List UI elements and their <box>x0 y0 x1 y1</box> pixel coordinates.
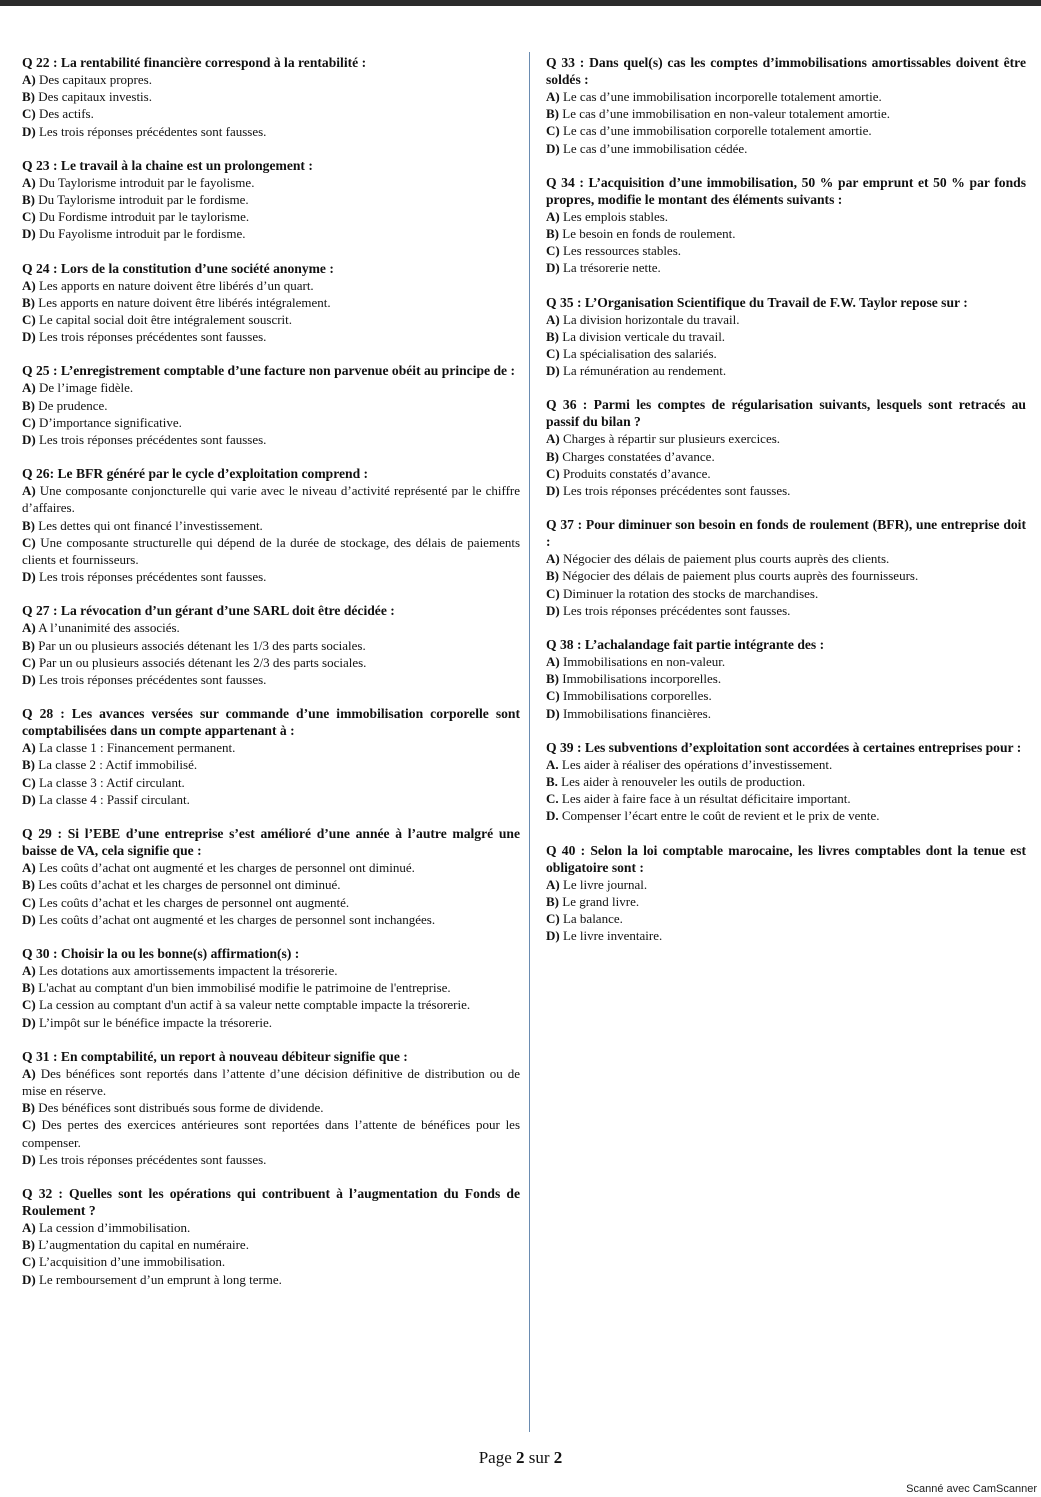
option-text: Par un ou plusieurs associés détenant les 2/3 des parts sociales. <box>38 654 367 670</box>
option-letter: C) <box>22 894 36 910</box>
option-letter: D) <box>22 1014 36 1030</box>
option-letter: D) <box>546 140 560 156</box>
option-letter: D) <box>22 672 36 688</box>
option-letter: C) <box>22 654 36 670</box>
option-text: Compenser l’écart entre le coût de revient et le prix de vente. <box>561 808 880 824</box>
question-title: Q 28 : Les avances versées sur commande d’une immobilisation corporelle sont comptabilisées dans un compte appartenant à : <box>22 706 520 739</box>
option-text: Du Taylorisme introduit par le fordisme. <box>38 192 249 208</box>
question-title: Q 36 : Parmi les comptes de régularisation suivants, lesquels sont retracés au passif du bilan ? <box>546 397 1026 430</box>
option-letter: A) <box>22 1219 36 1235</box>
option-letter: B) <box>546 568 559 584</box>
question-title: Q 35 : L’Organisation Scientifique du Travail de F.W. Taylor repose sur : <box>546 294 968 310</box>
question-title: Q 31 : En comptabilité, un report à nouveau débiteur signifie que : <box>22 1048 408 1064</box>
option-text: Immobilisations corporelles. <box>562 688 712 704</box>
option-text: Produits constatés d’avance. <box>562 465 711 481</box>
answer-option <box>22 482 520 516</box>
option-text: A l’unanimité des associés. <box>38 620 180 636</box>
answer-option <box>22 1116 520 1150</box>
option-letter: D) <box>546 705 560 721</box>
answer-option <box>22 1219 520 1236</box>
option-text: Les aider à renouveler les outils de production. <box>561 774 806 790</box>
question-block <box>22 362 520 448</box>
option-text: Les aider à réaliser des opérations d’investissement. <box>561 756 833 772</box>
option-text: La balance. <box>562 911 623 927</box>
option-text: Négocier des délais de paiement plus courts auprès des fournisseurs. <box>562 568 919 584</box>
answer-option <box>546 876 1026 893</box>
question-block <box>22 1048 520 1168</box>
option-text: Diminuer la rotation des stocks de marchandises. <box>562 585 819 601</box>
option-letter: A) <box>22 72 36 87</box>
answer-option <box>546 705 1026 722</box>
question-block <box>22 465 520 585</box>
option-letter: B) <box>546 448 559 464</box>
option-text: De prudence. <box>38 397 108 413</box>
question-block <box>546 396 1026 499</box>
question-block <box>546 54 1026 157</box>
answer-option <box>22 739 520 756</box>
option-text: Le cas d’une immobilisation en non-valeur totalement amortie. <box>562 106 891 122</box>
answer-option <box>22 414 520 431</box>
answer-option <box>22 1236 520 1253</box>
question-title: Q 40 : Selon la loi comptable marocaine, les livres comptables dont la tenue est obligatoire sont : <box>546 842 1026 875</box>
answer-option <box>22 1151 520 1168</box>
option-letter: A) <box>22 483 36 499</box>
option-letter: A) <box>22 1065 36 1081</box>
question-title: Q 22 : La rentabilité financière correspond à la rentabilité : <box>22 55 367 70</box>
option-letter: D) <box>546 260 560 276</box>
option-text: Des bénéfices sont distribués sous forme de dividende. <box>38 1100 324 1116</box>
option-text: Le livre inventaire. <box>562 928 663 944</box>
option-text: Une composante conjoncturelle qui varie avec le niveau d’activité représenté par le chiffre d’affaires. <box>22 483 521 516</box>
right-column <box>546 54 1026 962</box>
option-text: L’impôt sur le bénéfice impacte la trésorerie. <box>38 1014 273 1030</box>
question-block <box>22 602 520 688</box>
answer-option <box>546 122 1026 139</box>
option-letter: D) <box>22 1271 36 1287</box>
option-letter: D) <box>22 1151 36 1167</box>
answer-option <box>546 585 1026 602</box>
option-letter: B) <box>22 89 35 105</box>
option-text: Le grand livre. <box>562 893 640 909</box>
option-text: Charges à répartir sur plusieurs exercices. <box>562 431 781 447</box>
option-letter: B) <box>22 637 35 653</box>
question-title: Q 37 : Pour diminuer son besoin en fonds de roulement (BFR), une entreprise doit : <box>546 517 1026 550</box>
answer-option <box>22 894 520 911</box>
option-letter: C) <box>546 585 560 601</box>
option-letter: C) <box>22 209 36 225</box>
option-letter: B) <box>22 980 35 996</box>
answer-option <box>22 311 520 328</box>
answer-option <box>22 568 520 585</box>
page-prefix: Page <box>478 1448 516 1467</box>
answer-option <box>546 259 1026 276</box>
answer-option <box>22 962 520 979</box>
answer-option <box>22 123 520 140</box>
answer-option <box>22 208 520 225</box>
option-letter: C) <box>546 243 560 259</box>
option-text: Par un ou plusieurs associés détenant les 1/3 des parts sociales. <box>38 637 366 653</box>
option-letter: A) <box>22 380 36 396</box>
answer-option <box>546 893 1026 910</box>
answer-option <box>546 550 1026 567</box>
option-text: Les trois réponses précédentes sont fausses. <box>562 602 791 618</box>
option-letter: C) <box>546 911 560 927</box>
option-letter: B) <box>22 294 35 310</box>
option-letter: A) <box>546 431 560 447</box>
option-letter: D) <box>22 432 36 448</box>
answer-option <box>546 807 1026 824</box>
answer-option <box>22 225 520 242</box>
option-text: La cession d’immobilisation. <box>38 1219 191 1235</box>
answer-option <box>22 911 520 928</box>
option-letter: B) <box>22 517 35 533</box>
question-title: Q 38 : L’achalandage fait partie intégrante des : <box>546 637 825 653</box>
option-text: La division horizontale du travail. <box>562 311 740 327</box>
option-letter: A) <box>22 962 36 978</box>
option-text: La classe 2 : Actif immobilisé. <box>38 757 198 773</box>
question-block <box>22 260 520 346</box>
option-letter: A) <box>546 208 560 224</box>
option-text: Des capitaux investis. <box>38 89 152 105</box>
option-text: La cession au comptant d'un actif à sa valeur nette comptable impacte la trésorerie. <box>38 997 471 1013</box>
option-text: Le livre journal. <box>562 876 648 892</box>
option-letter: A) <box>546 654 560 670</box>
option-letter: B) <box>22 877 35 893</box>
answer-option <box>22 876 520 893</box>
option-text: Les trois réponses précédentes sont fausses. <box>38 123 267 139</box>
option-letter: C) <box>546 465 560 481</box>
answer-option <box>546 756 1026 773</box>
answer-option <box>22 277 520 294</box>
question-block <box>546 636 1026 722</box>
option-letter: D. <box>546 808 559 824</box>
option-text: Une composante structurelle qui dépend de la durée de stockage, des délais de paiements clients et fournisseurs. <box>22 534 521 568</box>
question-title: Q 25 : L’enregistrement comptable d’une facture non parvenue obéit au principe de : <box>22 363 516 379</box>
option-text: Immobilisations incorporelles. <box>562 671 722 687</box>
option-text: Les trois réponses précédentes sont fausses. <box>38 432 267 448</box>
answer-option <box>22 774 520 791</box>
option-letter: B) <box>546 671 559 687</box>
answer-option <box>22 619 520 636</box>
option-letter: B) <box>546 106 559 122</box>
option-letter: B) <box>22 1100 35 1116</box>
option-text: Le capital social doit être intégralement souscrit. <box>38 312 293 328</box>
answer-option <box>546 430 1026 447</box>
option-letter: C. <box>546 791 559 807</box>
answer-option <box>546 670 1026 687</box>
option-text: Du Fordisme introduit par le taylorisme. <box>38 209 250 225</box>
answer-option <box>546 362 1026 379</box>
option-text: Les trois réponses précédentes sont fausses. <box>38 569 267 585</box>
option-text: Les apports en nature doivent être libérés d’un quart. <box>38 277 314 293</box>
answer-option <box>546 208 1026 225</box>
option-letter: D) <box>22 226 36 242</box>
question-title: Q 29 : Si l’EBE d’une entreprise s’est amélioré d’une année à l’autre malgré une baisse de VA, cela signifie que : <box>22 826 520 859</box>
answer-option <box>22 1014 520 1031</box>
answer-option <box>546 105 1026 122</box>
option-text: Des bénéfices sont reportés dans l’attente d’une décision définitive de distribution ou de mise en réserve. <box>22 1065 520 1098</box>
option-letter: A) <box>546 311 560 327</box>
question-block <box>546 842 1026 945</box>
top-edge <box>0 0 1041 6</box>
option-letter: C) <box>22 414 36 430</box>
page-number <box>0 1448 1041 1468</box>
option-letter: C) <box>22 774 36 790</box>
option-text: Les coûts d’achat ont augmenté et les charges de personnel sont inchangées. <box>38 911 436 927</box>
answer-option <box>546 448 1026 465</box>
question-title: Q 27 : La révocation d’un gérant d’une SARL doit être décidée : <box>22 603 395 619</box>
option-letter: A) <box>22 174 36 190</box>
option-letter: D) <box>546 483 560 499</box>
answer-option <box>22 88 520 105</box>
answer-option <box>22 379 520 396</box>
option-letter: D) <box>546 928 560 944</box>
option-text: Les aider à faire face à un résultat déficitaire important. <box>561 791 851 807</box>
option-text: La classe 1 : Financement permanent. <box>38 740 236 756</box>
option-letter: B) <box>22 757 35 773</box>
answer-option <box>546 482 1026 499</box>
answer-option <box>546 328 1026 345</box>
option-text: Charges constatées d’avance. <box>562 448 715 464</box>
option-letter: D) <box>22 911 36 927</box>
option-text: Immobilisations en non-valeur. <box>562 654 726 670</box>
question-block <box>22 705 520 808</box>
option-letter: D) <box>22 791 36 807</box>
option-text: Des pertes des exercices antérieures sont reportées dans l’attente de bénéfices pour les compenser. <box>22 1117 521 1150</box>
option-letter: C) <box>22 534 36 550</box>
question-block <box>22 825 520 928</box>
option-text: L’acquisition d’une immobilisation. <box>38 1254 226 1270</box>
option-text: Les coûts d’achat et les charges de personnel ont augmenté. <box>38 894 350 910</box>
option-text: La spécialisation des salariés. <box>562 346 717 362</box>
option-text: La rémunération au rendement. <box>562 363 727 379</box>
option-letter: C) <box>546 688 560 704</box>
option-text: Immobilisations financières. <box>562 705 711 721</box>
option-text: Les dettes qui ont financé l’investissement. <box>38 517 263 533</box>
option-letter: C) <box>546 346 560 362</box>
answer-option <box>546 910 1026 927</box>
option-letter: C) <box>22 312 36 328</box>
question-block <box>22 54 520 140</box>
option-text: De l’image fidèle. <box>38 380 134 396</box>
option-letter: D) <box>22 569 36 585</box>
answer-option <box>22 105 520 122</box>
answer-option <box>546 88 1026 105</box>
answer-option <box>22 979 520 996</box>
option-text: Les trois réponses précédentes sont fausses. <box>38 672 267 688</box>
answer-option <box>22 534 520 568</box>
answer-option <box>546 242 1026 259</box>
option-text: Du Taylorisme introduit par le fayolisme. <box>38 174 255 190</box>
answer-option <box>546 687 1026 704</box>
answer-option <box>546 602 1026 619</box>
option-text: Les emplois stables. <box>562 208 669 224</box>
option-letter: B) <box>22 192 35 208</box>
answer-option <box>22 654 520 671</box>
answer-option <box>22 71 520 88</box>
answer-option <box>546 567 1026 584</box>
option-text: Des actifs. <box>38 106 94 122</box>
option-letter: D) <box>22 329 36 345</box>
option-letter: C) <box>22 997 36 1013</box>
question-title: Q 24 : Lors de la constitution d’une société anonyme : <box>22 260 334 276</box>
question-block <box>22 157 520 243</box>
answer-option <box>546 927 1026 944</box>
answer-option <box>22 637 520 654</box>
question-block <box>22 945 520 1031</box>
option-text: L'achat au comptant d'un bien immobilisé modifie le patrimoine de l'entreprise. <box>38 980 451 996</box>
option-text: Les dotations aux amortissements impactent la trésorerie. <box>38 962 338 978</box>
answer-option <box>546 345 1026 362</box>
option-letter: B) <box>546 328 559 344</box>
option-text: Le cas d’une immobilisation cédée. <box>562 140 748 156</box>
option-text: Du Fayolisme introduit par le fordisme. <box>38 226 246 242</box>
option-letter: A) <box>546 551 560 567</box>
left-column <box>22 54 520 1305</box>
question-block <box>546 516 1026 619</box>
option-letter: A) <box>546 876 560 892</box>
answer-option <box>22 996 520 1013</box>
option-letter: C) <box>22 1117 36 1133</box>
option-text: La classe 3 : Actif circulant. <box>38 774 185 790</box>
page-middle: sur <box>524 1448 554 1467</box>
option-letter: A) <box>22 740 36 756</box>
answer-option <box>22 1099 520 1116</box>
option-letter: C) <box>546 123 560 139</box>
option-letter: C) <box>22 106 36 122</box>
answer-option <box>22 791 520 808</box>
question-title: Q 34 : L’acquisition d’une immobilisation, 50 % par emprunt et 50 % par fonds propres, modifie le montant des éléments suivants : <box>546 174 1026 207</box>
option-text: Les coûts d’achat ont augmenté et les charges de personnel ont diminué. <box>38 860 415 876</box>
option-text: Les apports en nature doivent être libérés intégralement. <box>38 294 331 310</box>
answer-option <box>22 328 520 345</box>
question-title: Q 30 : Choisir la ou les bonne(s) affirmation(s) : <box>22 945 300 961</box>
option-text: La trésorerie nette. <box>562 260 661 276</box>
option-letter: A) <box>546 89 560 104</box>
question-title: Q 33 : Dans quel(s) cas les comptes d’immobilisations amortissables doivent être soldés : <box>546 55 1026 87</box>
answer-option <box>546 225 1026 242</box>
answer-option <box>22 1271 520 1288</box>
answer-option <box>546 465 1026 482</box>
option-text: L’augmentation du capital en numéraire. <box>38 1237 249 1253</box>
option-letter: A) <box>22 860 36 876</box>
option-text: Les trois réponses précédentes sont fausses. <box>562 483 791 499</box>
answer-option <box>546 653 1026 670</box>
option-letter: B. <box>546 774 558 790</box>
answer-option <box>546 773 1026 790</box>
question-block <box>546 174 1026 277</box>
answer-option <box>22 517 520 534</box>
option-text: Les ressources stables. <box>562 243 682 259</box>
option-letter: A) <box>22 620 36 636</box>
answer-option <box>22 174 520 191</box>
question-block <box>546 294 1026 380</box>
page-current: 2 <box>516 1448 525 1467</box>
option-text: La division verticale du travail. <box>562 328 726 344</box>
option-letter: D) <box>546 602 560 618</box>
answer-option <box>22 397 520 414</box>
option-text: Les coûts d’achat et les charges de personnel ont diminué. <box>38 877 341 893</box>
option-letter: A) <box>22 277 36 293</box>
question-block <box>22 1185 520 1288</box>
answer-option <box>22 756 520 773</box>
column-divider <box>529 52 530 1432</box>
question-block <box>546 739 1026 825</box>
option-text: La classe 4 : Passif circulant. <box>38 791 190 807</box>
option-text: Les trois réponses précédentes sont fausses. <box>38 1151 267 1167</box>
question-title: Q 23 : Le travail à la chaine est un prolongement : <box>22 157 313 173</box>
answer-option <box>22 1065 520 1099</box>
option-letter: D) <box>22 123 36 139</box>
option-text: Le remboursement d’un emprunt à long terme. <box>38 1271 282 1287</box>
option-letter: A. <box>546 756 559 772</box>
answer-option <box>22 431 520 448</box>
question-title: Q 32 : Quelles sont les opérations qui contribuent à l’augmentation du Fonds de Roulement ? <box>22 1185 520 1218</box>
option-letter: B) <box>546 893 559 909</box>
answer-option <box>546 790 1026 807</box>
option-text: Des capitaux propres. <box>38 72 152 87</box>
option-letter: B) <box>546 226 559 242</box>
answer-option <box>22 191 520 208</box>
question-title: Q 26: Le BFR généré par le cycle d’exploitation comprend : <box>22 466 369 482</box>
option-text: Les trois réponses précédentes sont fausses. <box>38 329 267 345</box>
option-text: Le besoin en fonds de roulement. <box>562 226 736 242</box>
answer-option <box>22 294 520 311</box>
answer-option <box>22 859 520 876</box>
answer-option <box>22 671 520 688</box>
page-total: 2 <box>553 1448 563 1467</box>
question-title: Q 39 : Les subventions d’exploitation sont accordées à certaines entreprises pour : <box>546 739 1022 755</box>
option-letter: B) <box>22 397 35 413</box>
option-letter: B) <box>22 1237 35 1253</box>
option-letter: D) <box>546 363 560 379</box>
answer-option <box>546 140 1026 157</box>
scanner-watermark: Scanné avec CamScanner <box>906 1483 1037 1495</box>
answer-option <box>22 1253 520 1270</box>
option-text: D’importance significative. <box>38 414 182 430</box>
option-letter: C) <box>22 1254 36 1270</box>
option-text: Le cas d’une immobilisation incorporelle totalement amortie. <box>562 89 882 104</box>
answer-option <box>546 311 1026 328</box>
option-text: Le cas d’une immobilisation corporelle totalement amortie. <box>562 123 872 139</box>
option-text: Négocier des délais de paiement plus courts auprès des clients. <box>562 551 890 567</box>
